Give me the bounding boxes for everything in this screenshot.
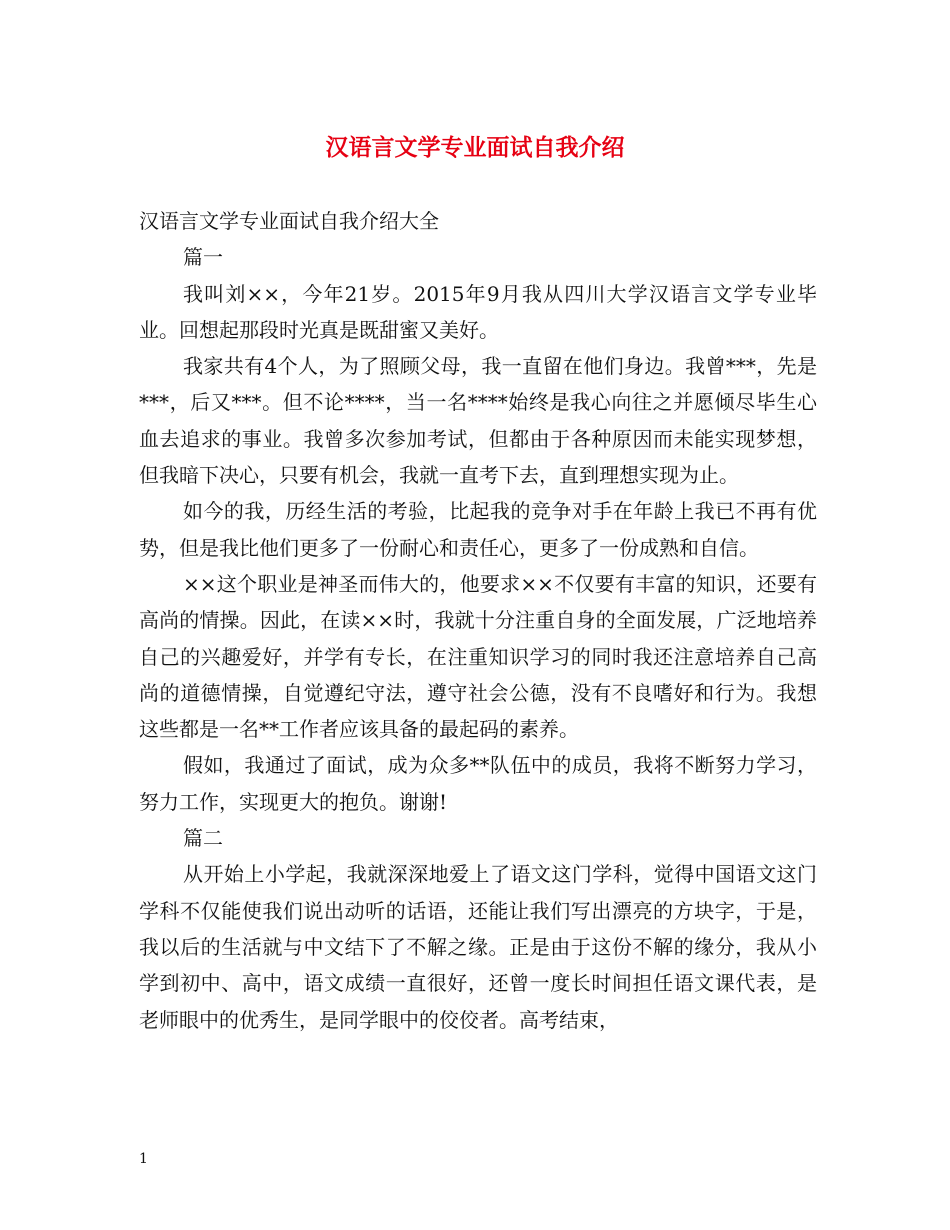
body-paragraph: ××这个职业是神圣而伟大的，他要求××不仅要有丰富的知识，还要有高尚的情操。因此，在读××时，我就十分注重自身的全面发展，广泛地培养自己的兴趣爱好，并学有专长，在注重知识学习的同时我还注意培养自己高尚的道德情操，自觉遵纪守法，遵守社会公德，没有不良嗜好和行为。我想这些都是一名**工作者应该具备的最起码的素养。	[139, 571, 817, 742]
page-number: 1	[139, 1151, 148, 1167]
document-body	[139, 203, 817, 1038]
body-paragraph: 假如，我通过了面试，成为众多**队伍中的成员，我将不断努力学习，努力工作，实现更大的抱负。谢谢!	[139, 753, 817, 814]
body-paragraph: 篇二	[183, 826, 223, 851]
body-paragraph: 从开始上小学起，我就深深地爱上了语文这门学科，觉得中国语文这门学科不仅能使我们说出动听的话语，还能让我们写出漂亮的方块字，于是，我以后的生活就与中文结下了不解之缘。正是由于这份不解的缘分，我从小学到初中、高中，语文成绩一直很好，还曾一度长时间担任语文课代表，是老师眼中的优秀生，是同学眼中的佼佼者。高考结束，	[139, 862, 817, 1032]
body-paragraph: 篇一	[183, 245, 223, 270]
body-paragraph: 汉语言文学专业面试自我介绍大全	[139, 209, 439, 233]
body-paragraph: 我家共有4个人，为了照顾父母，我一直留在他们身边。我曾***，先是***，后又***。但不论****，当一名****始终是我心向往之并愿倾尽毕生心血去追求的事业。我曾多次参加考试，但都由于各种原因而未能实现梦想，但我暗下决心，只要有机会，我就一直考下去，直到理想实现为止。	[139, 354, 817, 488]
body-paragraph: 我叫刘××，今年21岁。2015年9月我从四川大学汉语言文学专业毕业。回想起那段时光真是既甜蜜又美好。	[139, 281, 817, 342]
document-title: 汉语言文学专业面试自我介绍	[325, 134, 625, 161]
body-paragraph: 如今的我，历经生活的考验，比起我的竞争对手在年龄上我已不再有优势，但是我比他们更多了一份耐心和责任心，更多了一份成熟和自信。	[139, 499, 817, 560]
